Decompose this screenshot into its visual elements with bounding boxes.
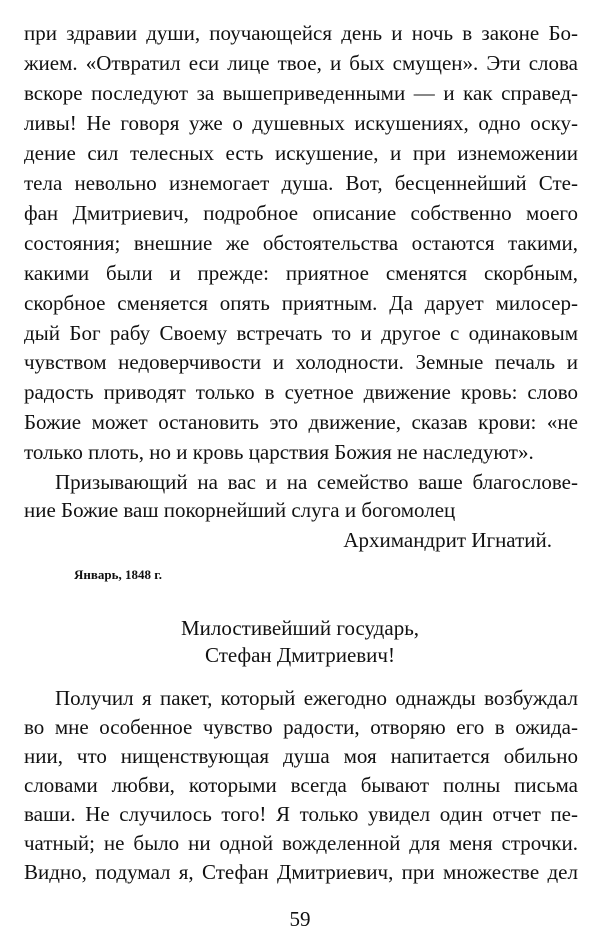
text-line: только плоть, но и кровь царствия Божия не наследуют». <box>24 440 534 464</box>
text-line: Видно, подумал я, Стефан Дмитриевич, при множестве дел <box>24 860 578 884</box>
text-line: жием. «Отвратил еси лице твое, и бых смущен». Эти слова <box>24 51 578 75</box>
text-line: при здравии души, поучающейся день и ночь в законе Бо- <box>24 21 578 45</box>
signature: Архимандрит Игнатий. <box>343 528 552 552</box>
text-line: чатный; не было ни одной вожделенной для меня строчки. <box>24 831 578 855</box>
text-line: какими были и прежде: приятное сменятся скорбным, <box>24 261 578 285</box>
text-line: ливы! Не говоря уже о душевных искушениях, одно оску- <box>24 111 578 135</box>
text-line: фан Дмитриевич, подробное описание собственно моего <box>24 201 578 225</box>
text-line: нии, что нищенствующая душа моя напитается обильно <box>24 744 578 768</box>
text-line: Получил я пакет, который ежегодно однажды возбуждал <box>55 686 578 710</box>
text-line: Божие может остановить это движение, сказав крови: «не <box>24 410 578 434</box>
text-line: дый Бог рабу Своему встречать то и другое с одинаковым <box>24 321 578 345</box>
text-line: чувством недоверчивости и холодности. Земные печаль и <box>24 350 578 374</box>
text-line: радость приводят только в суетное движение кровь: слово <box>24 380 578 404</box>
text-line: скорбное сменяется опять приятным. Да дарует милосер- <box>24 291 578 315</box>
salutation-line: Милостивейший государь, <box>180 616 420 640</box>
text-line: ние Божие ваш покорнейший слуга и богомолец <box>24 498 456 522</box>
text-line: Призывающий на вас и на семейство ваше благослове- <box>55 470 578 494</box>
text-line: состояния; внешние же обстоятельства остаются такими, <box>24 231 578 255</box>
text-line: тела невольно изнемогает душа. Вот, бесценнейший Сте- <box>24 171 578 195</box>
text-line: словами любви, которыми всегда бывают полны письма <box>24 773 578 797</box>
text-line: дение сил телесных есть искушение, и при изнеможении <box>24 141 578 165</box>
text-line: ваши. Не случилось того! Я только увидел один отчет пе- <box>24 802 578 826</box>
letter-date: Январь, 1848 г. <box>74 567 162 582</box>
salutation-line: Стефан Дмитриевич! <box>205 643 395 667</box>
text-line: во мне особенное чувство радости, отворяю его в ожида- <box>24 715 578 739</box>
page-number: 59 <box>289 907 311 931</box>
text-line: вскоре последуют за вышеприведенными — и как справед- <box>24 81 578 105</box>
